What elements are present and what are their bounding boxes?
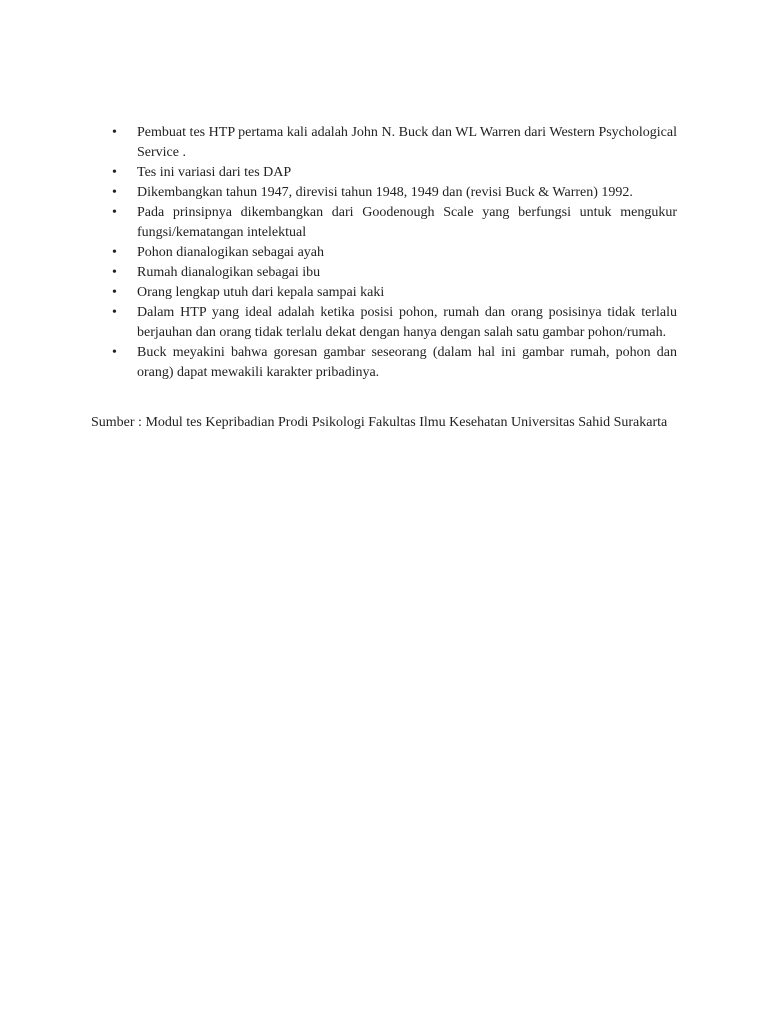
bullet-icon: • xyxy=(112,245,117,260)
list-item-text: Orang lengkap utuh dari kepala sampai kaki xyxy=(137,285,385,300)
list-item-text: Rumah dianalogikan sebagai ibu xyxy=(137,265,321,280)
list-item-text: Buck meyakini bahwa goresan gambar seseorang (dalam hal ini gambar rumah, pohon dan orang) dapat mewakili karakter pribadinya. xyxy=(137,345,677,380)
source-note: Sumber : Modul tes Kepribadian Prodi Psikologi Fakultas Ilmu Kesehatan Universitas Sahid Surakarta xyxy=(91,415,668,430)
bullet-list xyxy=(91,123,677,383)
list-item xyxy=(91,303,677,343)
list-item-text: Tes ini variasi dari tes DAP xyxy=(137,165,292,180)
bullet-icon: • xyxy=(112,345,117,360)
list-item-text: Pohon dianalogikan sebagai ayah xyxy=(137,245,325,260)
list-item xyxy=(91,203,677,243)
list-item xyxy=(91,243,677,263)
list-item xyxy=(91,263,677,283)
bullet-icon: • xyxy=(112,305,117,320)
bullet-icon: • xyxy=(112,285,117,300)
bullet-icon: • xyxy=(112,205,117,220)
bullet-icon: • xyxy=(112,265,117,280)
list-item-text: Dikembangkan tahun 1947, direvisi tahun 1948, 1949 dan (revisi Buck & Warren) 1992. xyxy=(137,185,633,200)
list-item xyxy=(91,343,677,383)
list-item xyxy=(91,163,677,183)
list-item xyxy=(91,283,677,303)
list-item-text: Pembuat tes HTP pertama kali adalah John N. Buck dan WL Warren dari Western Psychological Service . xyxy=(137,125,677,160)
list-item xyxy=(91,123,677,163)
bullet-icon: • xyxy=(112,125,117,140)
list-item-text: Dalam HTP yang ideal adalah ketika posisi pohon, rumah dan orang posisinya tidak terlalu berjauhan dan orang tidak terlalu dekat dengan hanya dengan salah satu gambar pohon/rumah. xyxy=(137,305,677,340)
bullet-icon: • xyxy=(112,185,117,200)
list-item xyxy=(91,183,677,203)
bullet-icon: • xyxy=(112,165,117,180)
list-item-text: Pada prinsipnya dikembangkan dari Goodenough Scale yang berfungsi untuk mengukur fungsi/kematangan intelektual xyxy=(137,205,677,240)
